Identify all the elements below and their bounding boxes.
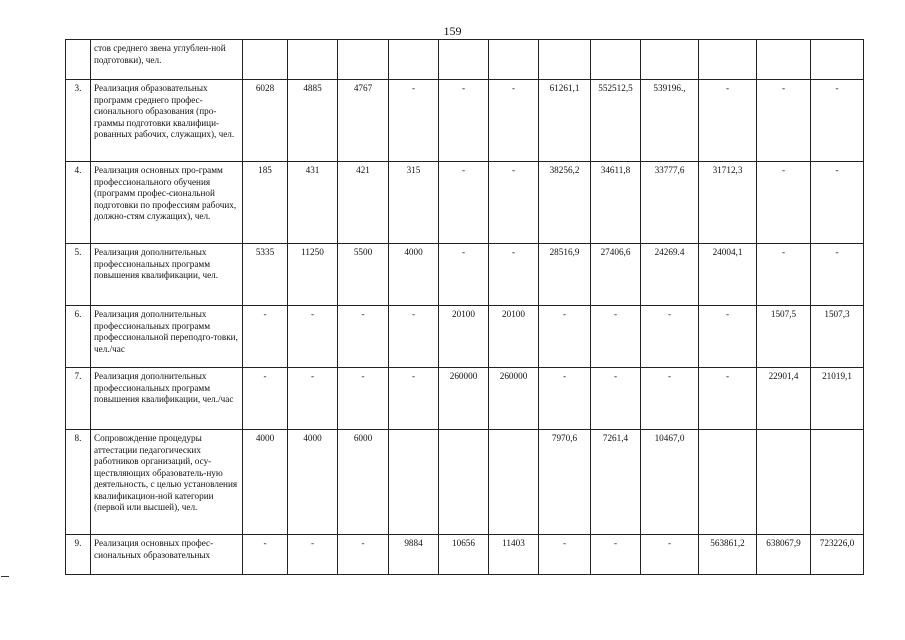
value-cell: - [641,535,699,575]
value-cell: - [338,368,389,430]
value-cell: - [288,306,338,368]
value-cell [489,430,539,535]
value-cell [439,40,489,80]
edge-mark [1,576,9,577]
value-cell [243,40,288,80]
row-number: 6. [66,306,91,368]
value-cell: - [757,162,811,244]
table-row [66,244,864,306]
row-name: Реализация дополнительных профессиональных программ повышения квалификации, чел. [91,244,243,306]
value-cell: - [489,80,539,162]
row-name: стов среднего звена углублен-ной подготовки), чел. [91,40,243,80]
row-number: 4. [66,162,91,244]
value-cell: 21019,1 [811,368,864,430]
value-cell: - [489,244,539,306]
value-cell: 27406,6 [591,244,641,306]
row-name: Реализация основных профес-сиональных образовательных [91,535,243,575]
value-cell: - [641,368,699,430]
value-cell: - [699,368,757,430]
row-number [66,40,91,80]
value-cell [338,40,389,80]
value-cell: - [243,535,288,575]
value-cell: - [338,535,389,575]
value-cell: 539196., [641,80,699,162]
value-cell: 638067,9 [757,535,811,575]
row-name: Реализация дополнительных профессиональных программ повышения квалификации, чел./час [91,368,243,430]
value-cell: 10467,0 [641,430,699,535]
value-cell [489,40,539,80]
value-cell: - [591,368,641,430]
row-number: 8. [66,430,91,535]
value-cell: - [389,368,439,430]
value-cell [591,40,641,80]
value-cell [389,430,439,535]
value-cell: - [338,306,389,368]
value-cell: 6000 [338,430,389,535]
value-cell: 552512,5 [591,80,641,162]
value-cell [439,430,489,535]
value-cell: 28516,9 [539,244,591,306]
value-cell: - [591,535,641,575]
value-cell: - [489,162,539,244]
row-number: 3. [66,80,91,162]
value-cell: - [243,306,288,368]
value-cell: 11403 [489,535,539,575]
table-row [66,306,864,368]
value-cell: - [288,368,338,430]
row-number: 5. [66,244,91,306]
value-cell: 315 [389,162,439,244]
page-number: 159 [443,24,462,38]
table-row [66,430,864,535]
table-row [66,368,864,430]
value-cell: 7970,6 [539,430,591,535]
value-cell: - [811,162,864,244]
value-cell [539,40,591,80]
value-cell: 24269.4 [641,244,699,306]
value-cell: - [699,80,757,162]
value-cell: - [757,80,811,162]
row-name: Сопровождение процедуры аттестации педагогических работников организаций, осу-ществляющих образователь-ную деятельность, с целью установления квалификацион-ной категории (первой или высшей), чел. [91,430,243,535]
value-cell: 431 [288,162,338,244]
value-cell [811,40,864,80]
row-number: 7. [66,368,91,430]
value-cell: 61261,1 [539,80,591,162]
row-name: Реализация основных про-грамм профессионального обучения (программ профес-сиональной подготовки по профессиям рабочих, должно-стям служащих), чел. [91,162,243,244]
row-name: Реализация дополнительных профессиональных программ профессиональной переподго-товки, чел./час [91,306,243,368]
value-cell: 260000 [489,368,539,430]
value-cell: 10656 [439,535,489,575]
value-cell [641,40,699,80]
value-cell: - [389,80,439,162]
value-cell: 20100 [489,306,539,368]
value-cell: 4767 [338,80,389,162]
value-cell: - [288,535,338,575]
value-cell [699,430,757,535]
value-cell: - [243,368,288,430]
value-cell: 7261,4 [591,430,641,535]
value-cell: - [539,368,591,430]
value-cell [389,40,439,80]
value-cell: 6028 [243,80,288,162]
value-cell: 4000 [288,430,338,535]
value-cell: - [757,244,811,306]
value-cell: 11250 [288,244,338,306]
table-row [66,162,864,244]
value-cell: 1507,5 [757,306,811,368]
value-cell: - [439,80,489,162]
table-row [66,40,864,80]
value-cell: 24004,1 [699,244,757,306]
value-cell: 4885 [288,80,338,162]
value-cell: - [539,535,591,575]
value-cell: - [811,80,864,162]
value-cell: - [439,244,489,306]
value-cell: - [811,244,864,306]
value-cell: 185 [243,162,288,244]
value-cell: - [539,306,591,368]
value-cell: 5500 [338,244,389,306]
value-cell: - [389,306,439,368]
table-row [66,535,864,575]
value-cell: 34611,8 [591,162,641,244]
value-cell [699,40,757,80]
row-number: 9. [66,535,91,575]
value-cell: 20100 [439,306,489,368]
value-cell: - [439,162,489,244]
value-cell [757,430,811,535]
value-cell: 260000 [439,368,489,430]
table-row [66,80,864,162]
value-cell: 4000 [243,430,288,535]
value-cell: - [641,306,699,368]
value-cell: 1507,3 [811,306,864,368]
value-cell: 421 [338,162,389,244]
value-cell: 33777,6 [641,162,699,244]
value-cell [288,40,338,80]
row-name: Реализация образовательных программ среднего профес-сионального образования (про-граммы подготовки квалифици-рованных рабочих, служащих), чел. [91,80,243,162]
value-cell: 22901,4 [757,368,811,430]
value-cell: - [699,306,757,368]
data-table [65,39,864,575]
value-cell: 4000 [389,244,439,306]
value-cell: 563861,2 [699,535,757,575]
value-cell: 9884 [389,535,439,575]
value-cell [757,40,811,80]
value-cell: 31712,3 [699,162,757,244]
value-cell: 38256,2 [539,162,591,244]
value-cell: 723226,0 [811,535,864,575]
value-cell: - [591,306,641,368]
value-cell [811,430,864,535]
value-cell: 5335 [243,244,288,306]
